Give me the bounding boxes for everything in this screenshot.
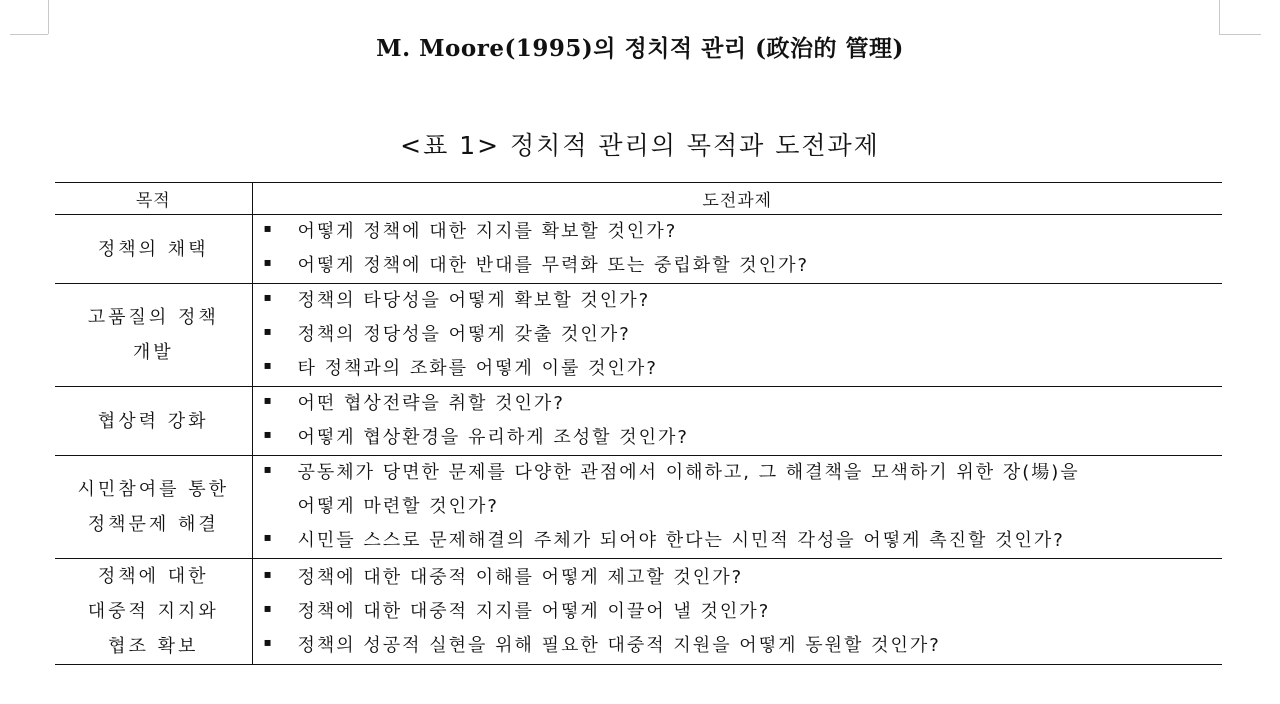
purpose-line: 정책문제 해결: [87, 514, 219, 535]
challenge-item: [253, 421, 1223, 455]
purpose-cell: [55, 387, 252, 456]
purpose-challenges-table: [55, 182, 1222, 665]
challenge-text: 시민들 스스로 문제해결의 주체가 되어야 한다는 시민적 각성을 어떻게 촉진할 것인가?: [297, 530, 1065, 551]
bullet-icon: ▪: [263, 462, 272, 476]
purpose-line: 정책의 채택: [97, 238, 209, 260]
challenge-item: [253, 284, 1223, 318]
purpose-line: 정책에 대한: [97, 566, 209, 587]
challenge-text: 어떻게 정책에 대한 지지를 확보할 것인가?: [297, 221, 678, 242]
bullet-icon: ▪: [263, 427, 272, 441]
challenge-item: [253, 595, 1223, 629]
challenge-item: [253, 629, 1223, 663]
challenge-text: 어떻게 협상환경을 유리하게 조성할 것인가?: [297, 427, 689, 448]
bullet-icon: ▪: [263, 600, 272, 615]
purpose-line: 협상력 강화: [97, 410, 209, 432]
table-row: [55, 387, 1222, 456]
table-row: [55, 456, 1222, 559]
purpose-cell: [55, 456, 252, 559]
challenge-text: 어떻게 마련할 것인가?: [297, 496, 499, 517]
bullet-icon: ▪: [263, 290, 272, 304]
challenge-text: 공동체가 당면한 문제를 다양한 관점에서 이해하고, 그 해결책을 모색하기 위한 장(場)을: [297, 462, 1080, 483]
challenges-cell: [252, 284, 1222, 387]
challenge-text: 어떻게 정책에 대한 반대를 무력화 또는 중립화할 것인가?: [297, 255, 810, 276]
header-challenges: 도전과제: [252, 183, 1222, 215]
challenge-text: 어떤 협상전략을 취할 것인가?: [297, 393, 565, 414]
crop-mark-top-left: [48, 0, 49, 34]
challenge-text: 정책의 성공적 실현을 위해 필요한 대중적 지원을 어떻게 동원할 것인가?: [297, 634, 941, 656]
challenges-cell: [252, 456, 1222, 559]
bullet-icon: ▪: [263, 255, 272, 269]
purpose-line: 고품질의 정책: [87, 307, 219, 328]
table-row: [55, 284, 1222, 387]
challenge-item-continuation: [253, 490, 1223, 524]
table-header-row: [55, 183, 1222, 215]
challenge-item: [253, 318, 1223, 352]
bullet-icon: ▪: [263, 324, 272, 338]
table-caption: <표 1> 정치적 관리의 목적과 도전과제: [400, 131, 880, 160]
bullet-icon: ▪: [263, 358, 272, 372]
challenge-item: [253, 249, 1223, 283]
purpose-cell: [55, 215, 252, 284]
challenge-item: [253, 352, 1223, 386]
challenge-text: 정책의 타당성을 어떻게 확보할 것인가?: [297, 290, 651, 311]
challenge-item: [253, 561, 1223, 595]
challenge-item: [253, 524, 1223, 558]
challenges-cell: [252, 215, 1222, 284]
purpose-line: 시민참여를 통한: [77, 479, 229, 500]
challenge-item: [253, 387, 1223, 421]
bullet-icon: ▪: [263, 393, 272, 407]
table-row: [55, 559, 1222, 665]
bullet-icon: ▪: [263, 634, 272, 649]
challenge-text: 정책에 대한 대중적 지지를 어떻게 이끌어 낼 것인가?: [297, 600, 771, 622]
challenge-item: [253, 456, 1223, 490]
document-title: M. Moore(1995)의 정치적 관리 (政治的 管理): [376, 35, 904, 62]
purpose-line: 대중적 지지와: [87, 601, 219, 622]
challenge-text: 정책의 정당성을 어떻게 갖출 것인가?: [297, 324, 631, 345]
purpose-line: 협조 확보: [108, 636, 199, 657]
header-purpose: 목적: [55, 183, 252, 215]
challenges-cell: [252, 559, 1222, 665]
challenges-cell: [252, 387, 1222, 456]
bullet-icon: ▪: [263, 530, 272, 544]
bullet-icon: ▪: [263, 221, 272, 235]
purpose-line: 개발: [132, 342, 174, 363]
purpose-cell: [55, 559, 252, 665]
bullet-icon: ▪: [263, 566, 272, 581]
table-row: [55, 215, 1222, 284]
crop-mark-top-right: [1219, 0, 1220, 34]
challenge-item: [253, 215, 1223, 249]
challenge-text: 타 정책과의 조화를 어떻게 이룰 것인가?: [297, 358, 658, 379]
challenge-text: 정책에 대한 대중적 이해를 어떻게 제고할 것인가?: [297, 566, 744, 588]
purpose-cell: [55, 284, 252, 387]
